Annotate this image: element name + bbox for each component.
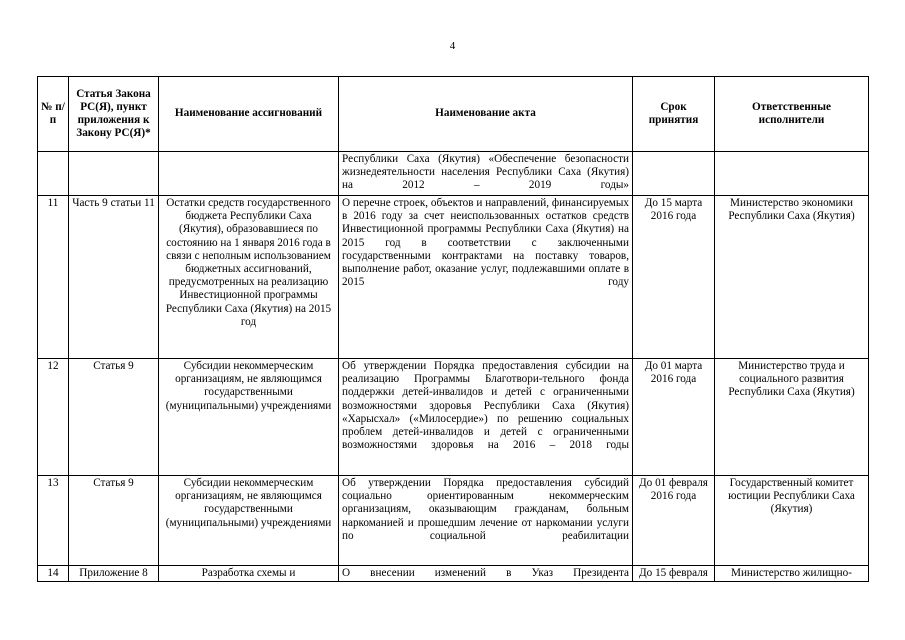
row-term: До 15 февраля (633, 566, 715, 582)
row-act: Республики Саха (Якутия) «Обеспечение безопасности жизнедеятельности населения Республики Саха (Якутия) на 2012 – 2019 годы» (339, 152, 633, 196)
row-act: О перечне строек, объектов и направлений, финансируемых в 2016 году за счет неиспользованных остатков средств Инвестиционной программы Республики Саха (Якутия) на 2015 год в соответствии с заключенными государственными контрактами на поставку товаров, выполнение работ, оказание услуг, подлежавшими оплате в 2015 году (339, 196, 633, 359)
row-num: 13 (38, 476, 69, 566)
header-executors: Ответственные исполнители (715, 77, 869, 152)
document-table (37, 76, 869, 582)
header-term: Срок принятия (633, 77, 715, 152)
row-executors: Государственный комитет юстиции Республики Саха (Якутия) (715, 476, 869, 566)
header-article: Статья Закона РС(Я), пункт приложения к Закону РС(Я)* (69, 77, 159, 152)
row-act: Об утверждении Порядка предоставления субсидии на реализацию Программы Благотвори-тельного фонда поддержки детей-инвалидов и детей с ограниченными возможностями здоровья Республики Саха (Якутия) «Харысхал» («Милосердие») по решению социальных проблем детей-инвалидов и детей с ограниченными возможностями здоровья на 2016 – 2018 годы (339, 359, 633, 476)
page-number: 4 (449, 40, 456, 52)
row-executors (715, 152, 869, 196)
row-executors: Министерство жилищно- (715, 566, 869, 582)
row-executors: Министерство труда и социального развития Республики Саха (Якутия) (715, 359, 869, 476)
row-article (69, 152, 159, 196)
row-term: До 15 марта 2016 года (633, 196, 715, 359)
row-term: До 01 марта 2016 года (633, 359, 715, 476)
header-act: Наименование акта (339, 77, 633, 152)
table-row (38, 476, 869, 566)
table-row (38, 196, 869, 359)
row-article: Часть 9 статьи 11 (69, 196, 159, 359)
row-act: Об утверждении Порядка предоставления субсидий социально ориентированным некоммерческим организациям, оказывающим гражданам, больным наркоманией и прошедшим лечение от наркомании услуги по социальной реабилитации (339, 476, 633, 566)
row-article: Приложение 8 (69, 566, 159, 582)
table-row (38, 152, 869, 196)
header-row (38, 77, 869, 152)
row-num: 12 (38, 359, 69, 476)
table-row (38, 359, 869, 476)
row-num (38, 152, 69, 196)
row-assignment: Разработка схемы и (159, 566, 339, 582)
row-executors: Министерство экономики Республики Саха (Якутия) (715, 196, 869, 359)
row-term: До 01 февраля 2016 года (633, 476, 715, 566)
header-assignment: Наименование ассигнований (159, 77, 339, 152)
row-assignment: Субсидии некоммерческим организациям, не являющимся государственными (муниципальными) учреждениями (159, 359, 339, 476)
row-assignment (159, 152, 339, 196)
row-num: 14 (38, 566, 69, 582)
header-num: № п/п (38, 77, 69, 152)
row-num: 11 (38, 196, 69, 359)
row-article: Статья 9 (69, 476, 159, 566)
row-assignment: Остатки средств государственного бюджета Республики Саха (Якутия), образовавшиеся по состоянию на 1 января 2016 года в связи с неполным использованием бюджетных ассигнований, предусмотренных на реализацию Инвестиционной программы Республики Саха (Якутия) на 2015 год (159, 196, 339, 359)
row-act: О внесении изменений в Указ Президента (339, 566, 633, 582)
row-assignment: Субсидии некоммерческим организациям, не являющимся государственными (муниципальными) учреждениями (159, 476, 339, 566)
row-term (633, 152, 715, 196)
table-row (38, 566, 869, 582)
row-article: Статья 9 (69, 359, 159, 476)
